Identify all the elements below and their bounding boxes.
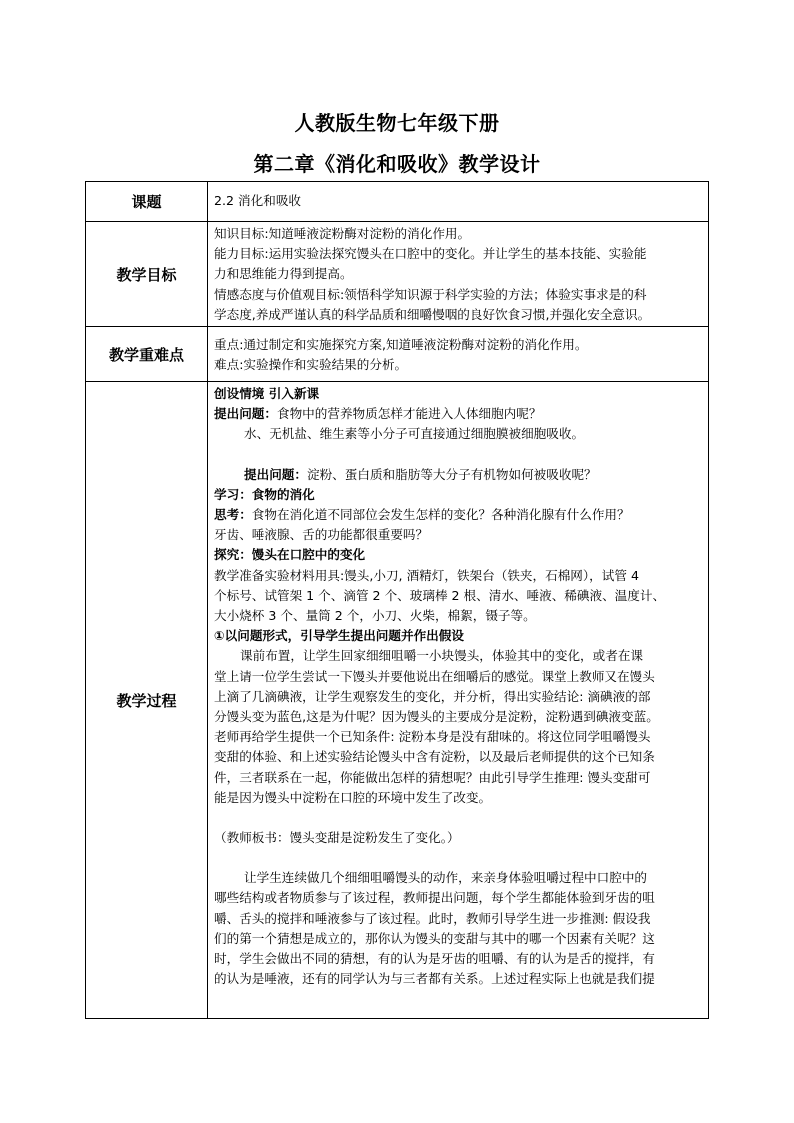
document-subtitle: 第二章《消化和吸收》教学设计	[253, 152, 541, 176]
value-keypoints	[208, 327, 709, 382]
row-topic	[86, 182, 709, 222]
question-1: 提出问题：食物中的营养物质怎样才能进入人体细胞内呢？	[214, 406, 542, 422]
keypoints-line: 难点:实验操作和实验结果的分析。	[214, 357, 408, 372]
para-1-line: 分馒头变为蓝色,这是为什呢？因为馒头的主要成分是淀粉，淀粉遇到碘液变蓝。	[214, 709, 659, 725]
para-1-line: 能是因为馒头中淀粉在口腔的环境中发生了改变。	[214, 789, 492, 805]
think-line: 思考：食物在消化道不同部位会发生怎样的变化？各种消化腺有什么作用？	[214, 507, 630, 523]
materials-line: 个标号、试管架 1 个、滴管 2 个、玻璃棒 2 根、清水、唾液、稀碘液、温度计、	[214, 587, 666, 603]
value-process	[208, 382, 709, 1019]
answer-1: 水、无机盐、维生素等小分子可直接通过细胞膜被细胞吸收。	[244, 426, 585, 442]
para-2-line: 时，学生会做出不同的猜想，有的认为是牙齿的咀嚼、有的认为是舌的搅拌，有	[214, 951, 655, 967]
materials-line: 教学准备实验材料用具:馒头,小刀, 酒精灯，铁架台（铁夹，石棉网），试管 4	[214, 567, 639, 583]
row-keypoints	[86, 327, 709, 382]
goals-line: 情感态度与价值观目标:领悟科学知识源于科学实验的方法；体验实事求是的科	[214, 286, 647, 302]
para-2-line: 嚼、舌头的搅拌和唾液参与了该过程。此时，教师引导学生进一步推测: 假设我	[214, 910, 651, 926]
para-1-line: 件，三者联系在一起，你能做出怎样的猜想呢？由此引导学生推理: 馒头变甜可	[214, 769, 651, 785]
goals-line: 力和思维能力得到提高。	[214, 266, 353, 282]
explore-heading: 探究：馒头在口腔中的变化	[214, 547, 366, 563]
keypoints-line: 重点:通过制定和实施探究方案,知道唾液淀粉酶对淀粉的消化作用。	[214, 336, 588, 352]
section-heading: 创设情境 引入新课	[214, 386, 320, 401]
para-1-line: 老师再给学生提供一个已知条件: 淀粉本身是没有甜味的。将这位同学咀嚼馒头	[214, 729, 651, 745]
label-goals: 教学目标	[86, 222, 208, 327]
para-2-line: 哪些结构或者物质参与了该过程，教师提出问题，每个学生都能体验到牙齿的咀	[214, 890, 655, 906]
para-1-line: 课前布置，让学生回家细细咀嚼一小块馒头，体验其中的变化，或者在课	[240, 648, 643, 664]
para-1-line: 变甜的体验、和上述实验结论馒头中含有淀粉，以及最后老师提供的这个已知条	[214, 749, 655, 765]
learn-heading: 学习：食物的消化	[214, 486, 315, 502]
topic-text: 2.2 消化和吸收	[214, 193, 302, 209]
step-1-heading: ①以问题形式，引导学生提出问题并作出假设	[214, 628, 464, 644]
goals-line: 能力目标:运用实验法探究馒头在口腔中的变化。并让学生的基本技能、实验能	[214, 246, 647, 262]
think-line-2: 牙齿、唾液腺、舌的功能都很重要吗？	[214, 527, 429, 543]
para-1-line: 上滴了几滴碘液，让学生观察发生的变化，并分析，得出实验结论: 滴碘液的部	[214, 688, 651, 704]
label-process: 教学过程	[86, 382, 208, 1019]
value-goals	[208, 222, 709, 327]
para-2-line: 的认为是唾液，还有的同学认为与三者都有关系。上述过程实际上也就是我们提	[214, 971, 655, 987]
goals-line: 学态度,养成严谨认真的科学品质和细嚼慢咽的良好饮食习惯,并强化安全意识。	[214, 306, 651, 322]
materials-line: 大小烧杯 3 个、量筒 2 个，小刀、火柴，棉絮，镊子等。	[214, 608, 536, 624]
para-2-line: 们的第一个猜想是成立的，那你认为馒头的变甜与其中的哪一个因素有关呢？这	[214, 930, 655, 946]
label-keypoints: 教学重难点	[86, 327, 208, 382]
label-topic: 课题	[86, 182, 208, 222]
row-process	[86, 382, 709, 1019]
document-title: 人教版生物七年级下册	[294, 111, 500, 135]
para-2-line: 让学生连续做几个细细咀嚼馒头的动作，来亲身体验咀嚼过程中口腔中的	[244, 870, 647, 886]
row-goals	[86, 222, 709, 327]
question-2: 提出问题：淀粉、蛋白质和脂肪等大分子有机物如何被吸收呢？	[244, 466, 597, 482]
value-topic	[208, 182, 709, 222]
board-note: （教师板书：馒头变甜是淀粉发生了变化。）	[214, 830, 460, 846]
para-1-line: 堂上请一位学生尝试一下馒头并要他说出在细嚼后的感觉。课堂上教师又在馒头	[214, 668, 655, 684]
goals-line: 知识目标:知道唾液淀粉酶对淀粉的消化作用。	[214, 226, 471, 241]
lesson-plan-table	[85, 181, 709, 1019]
